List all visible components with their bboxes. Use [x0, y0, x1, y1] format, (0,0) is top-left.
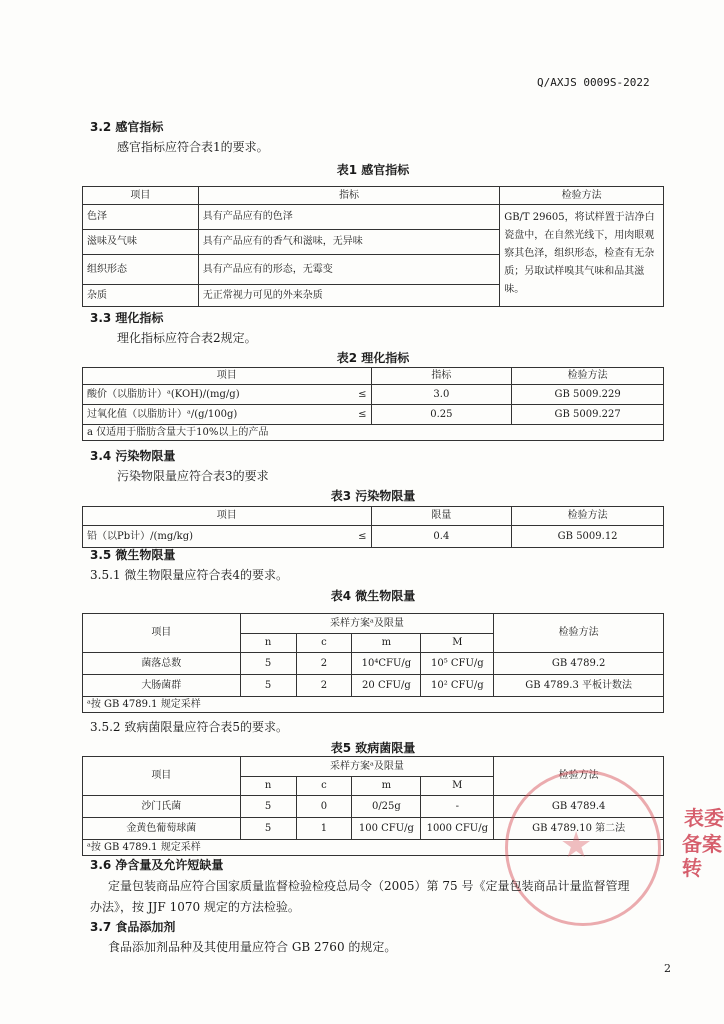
- table-cell: 2: [296, 675, 352, 697]
- table-cell: 0: [296, 796, 352, 818]
- table-subheader: m: [352, 777, 421, 796]
- table-cell: 色泽: [83, 205, 199, 230]
- section-text-3-5-1: 3.5.1 微生物限量应符合表4的要求。: [90, 568, 288, 582]
- table-header: 限量: [371, 507, 512, 526]
- table-header: 项目: [83, 614, 241, 653]
- table-subheader: c: [296, 634, 352, 653]
- table2-physicochemical: [82, 367, 664, 441]
- table-cell: 滋味及气味: [83, 230, 199, 255]
- table-cell: 0/25g: [352, 796, 421, 818]
- section-heading-3-7: 3.7 食品添加剂: [90, 920, 176, 934]
- section-heading-3-3: 3.3 理化指标: [90, 311, 164, 325]
- table-cell: 3.0: [371, 385, 512, 405]
- section-text-3-6-line1: 定量包装商品应符合国家质量监督检验检疫总局令（2005）第 75 号《定量包装商品计量监督管理: [108, 879, 630, 893]
- table-header: 检验方法: [494, 757, 664, 796]
- table-header: 检验方法: [500, 187, 664, 205]
- table-cell: 具有产品应有的形态，无霉变: [198, 255, 499, 285]
- section-text-3-4: 污染物限量应符合表3的要求: [117, 469, 269, 483]
- table-cell: 20 CFU/g: [352, 675, 421, 697]
- table-cell: 具有产品应有的香气和滋味，无异味: [198, 230, 499, 255]
- table-cell: -: [421, 796, 494, 818]
- section-heading-3-2: 3.2 感官指标: [90, 120, 164, 134]
- table-cell: GB 4789.3 平板计数法: [494, 675, 664, 697]
- table-cell: 0.4: [371, 526, 512, 548]
- table-note: a 仅适用于脂肪含量大于10%以上的产品: [83, 425, 664, 441]
- table5-caption: 表5 致病菌限量: [330, 741, 416, 755]
- table-cell: ≤: [347, 385, 371, 405]
- table4-microbial: [82, 613, 664, 713]
- table-note: ᵃ按 GB 4789.1 规定采样: [83, 840, 664, 856]
- table-cell: 组织形态: [83, 255, 199, 285]
- table-cell: 杂质: [83, 285, 199, 307]
- table-cell: 菌落总数: [83, 653, 241, 675]
- stamp-mark-line2: 备案转: [682, 832, 722, 880]
- table-cell: 2: [296, 653, 352, 675]
- table-header: 指标: [371, 368, 512, 385]
- seal-star-icon: ★: [560, 825, 593, 866]
- table3-caption: 表3 污染物限量: [330, 489, 416, 503]
- table-header: 项目: [83, 187, 199, 205]
- table-cell: 10⁴CFU/g: [352, 653, 421, 675]
- table-cell: 过氧化值（以脂肪计）ᵃ/(g/100g): [83, 405, 348, 425]
- section-heading-3-6: 3.6 净含量及允许短缺量: [90, 858, 224, 872]
- table-cell: 0.25: [371, 405, 512, 425]
- table-cell: ≤: [347, 526, 371, 548]
- table-cell: GB 5009.227: [512, 405, 664, 425]
- table2-caption: 表2 理化指标: [336, 351, 410, 365]
- table-header: 项目: [83, 368, 372, 385]
- table-cell: 10⁵ CFU/g: [421, 653, 494, 675]
- table-cell: GB 5009.229: [512, 385, 664, 405]
- table-subheader: n: [240, 634, 296, 653]
- section-text-3-3: 理化指标应符合表2规定。: [117, 331, 257, 345]
- table-cell: 1000 CFU/g: [421, 818, 494, 840]
- table-subheader: m: [352, 634, 421, 653]
- table-cell: ≤: [347, 405, 371, 425]
- page-number: 2: [664, 962, 671, 975]
- stamp-mark-line1: 表委: [684, 806, 724, 830]
- table1-caption: 表1 感官指标: [336, 163, 410, 177]
- document-number: Q/AXJS 0009S-2022: [537, 76, 650, 89]
- table-header: 指标: [198, 187, 499, 205]
- table-header: 项目: [83, 757, 241, 796]
- table-cell: 1: [296, 818, 352, 840]
- table-header: 采样方案ᵃ及限量: [240, 757, 494, 777]
- section-text-3-6-line2: 办法》，按 JJF 1070 规定的方法检验。: [90, 900, 300, 914]
- section-text-3-7: 食品添加剂品种及其使用量应符合 GB 2760 的规定。: [108, 940, 397, 954]
- table-cell: 5: [240, 796, 296, 818]
- table4-caption: 表4 微生物限量: [330, 589, 416, 603]
- table-header: 检验方法: [512, 368, 664, 385]
- section-text-3-5-2: 3.5.2 致病菌限量应符合表5的要求。: [90, 720, 288, 734]
- table-cell: 100 CFU/g: [352, 818, 421, 840]
- table-cell: 铅（以Pb计）/(mg/kg): [83, 526, 348, 548]
- table-cell: 5: [240, 675, 296, 697]
- table-cell: 10² CFU/g: [421, 675, 494, 697]
- table3-contaminants: [82, 506, 664, 548]
- table-cell: 5: [240, 818, 296, 840]
- table-cell: GB 4789.10 第二法: [494, 818, 664, 840]
- table-header: 项目: [83, 507, 372, 526]
- section-heading-3-4: 3.4 污染物限量: [90, 449, 176, 463]
- section-heading-3-5: 3.5 微生物限量: [90, 548, 176, 562]
- table-cell: 具有产品应有的色泽: [198, 205, 499, 230]
- table-subheader: c: [296, 777, 352, 796]
- table-cell: 大肠菌群: [83, 675, 241, 697]
- section-text-3-2: 感官指标应符合表1的要求。: [117, 140, 269, 154]
- table-subheader: M: [421, 777, 494, 796]
- table-cell: 无正常视力可见的外来杂质: [198, 285, 499, 307]
- table1-sensory: [82, 186, 664, 307]
- table-cell: 5: [240, 653, 296, 675]
- table-cell: 沙门氏菌: [83, 796, 241, 818]
- table-note: ᵃ按 GB 4789.1 规定采样: [83, 697, 664, 713]
- table-header: 采样方案ᵃ及限量: [240, 614, 494, 634]
- table-cell: GB 5009.12: [512, 526, 664, 548]
- table-cell: GB 4789.4: [494, 796, 664, 818]
- table-cell: 酸价（以脂肪计）ᵃ(KOH)/(mg/g): [83, 385, 348, 405]
- table-cell-method: GB/T 29605，将试样置于洁净白瓷盘中，在自然光线下，用肉眼观察其色泽，组织形态，检查有无杂质；另取试样嗅其气味和品其滋味。: [500, 205, 664, 307]
- table-subheader: n: [240, 777, 296, 796]
- table-header: 检验方法: [512, 507, 664, 526]
- table-header: 检验方法: [494, 614, 664, 653]
- table-cell: GB 4789.2: [494, 653, 664, 675]
- table-subheader: M: [421, 634, 494, 653]
- table-cell: 金黄色葡萄球菌: [83, 818, 241, 840]
